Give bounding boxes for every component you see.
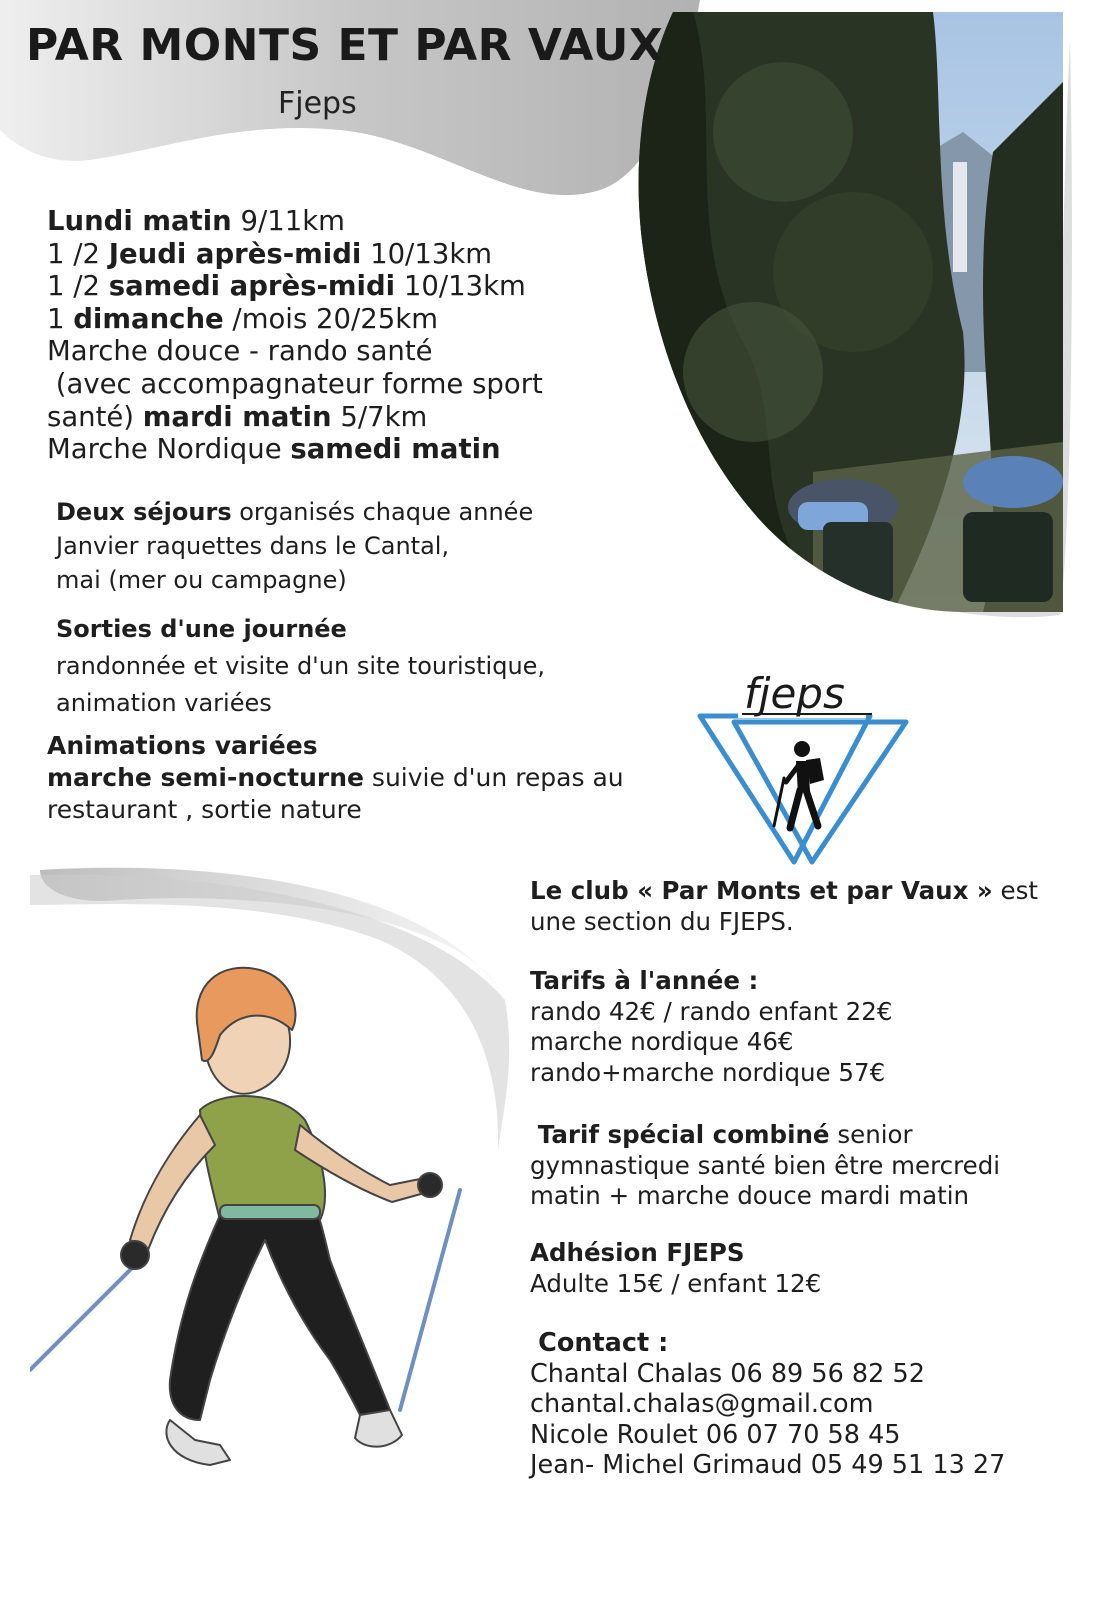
schedule-item: Lundi matin 9/11km [47, 205, 345, 237]
page-title: PAR MONTS ET PAR VAUX [26, 20, 664, 71]
schedule-item: 1 dimanche /mois 20/25km [47, 302, 438, 335]
tarif-item: rando+marche nordique 57€ [530, 1057, 886, 1087]
sejours-section: Deux séjours organisés chaque année Janvier raquettes dans le Cantal, mai (mer ou campagne) [56, 498, 534, 594]
tarifs-heading: Tarifs à l'année : [530, 966, 759, 995]
schedule-item: Marche douce - rando santé [47, 335, 433, 368]
tarif-item: rando 42€ / rando enfant 22€ [530, 996, 893, 1026]
adhesion-section: Adhésion FJEPS Adulte 15€ / enfant 12€ [530, 1238, 822, 1298]
contact-email: chantal.chalas@gmail.com [530, 1389, 874, 1419]
contact-line: Chantal Chalas 06 89 56 82 52 [530, 1358, 925, 1389]
contact-line: Jean- Michel Grimaud 05 49 51 13 27 [530, 1450, 1006, 1480]
hiking-photo [633, 12, 1063, 612]
schedule-item: Marche Nordique samedi matin [47, 433, 501, 466]
schedule-item: 1 /2 Jeudi après-midi 10/13km [47, 237, 493, 270]
hiker-icon [774, 741, 824, 828]
combine-section: Tarif spécial combiné senior gymnastique santé bien être mercredi matin + marche douce mardi matin [530, 1120, 1001, 1211]
adhesion-heading: Adhésion FJEPS [530, 1238, 745, 1267]
schedule-item: 1 /2 samedi après-midi 10/13km [47, 270, 526, 303]
schedule-item: santé) mardi matin 5/7km [47, 400, 428, 433]
animations-heading: Animations variées [47, 731, 318, 760]
page-subtitle: Fjeps [278, 86, 357, 121]
tarif-item: marche nordique 46€ [530, 1027, 794, 1057]
nordic-walker-illustration [30, 860, 510, 1500]
contact-heading: Contact : [538, 1328, 669, 1358]
sorties-section: Sorties d'une journée randonnée et visite d'un site touristique, animation variées [56, 615, 546, 717]
fjeps-logo [694, 666, 912, 868]
sorties-heading: Sorties d'une journée [56, 615, 347, 643]
contact-section [530, 1328, 1005, 1481]
club-section: Le club « Par Monts et par Vaux » est une section du FJEPS. [530, 876, 1038, 936]
animations-section: Animations variées marche semi-nocturne suivie d'un repas au restaurant , sortie nature [47, 731, 624, 824]
schedule-item: (avec accompagnateur forme sport [47, 367, 543, 400]
schedule-list [47, 205, 543, 466]
logo-text: fjeps [744, 669, 845, 718]
tarifs-section [530, 966, 892, 1088]
contact-line: Nicole Roulet 06 07 70 58 45 [530, 1419, 901, 1450]
